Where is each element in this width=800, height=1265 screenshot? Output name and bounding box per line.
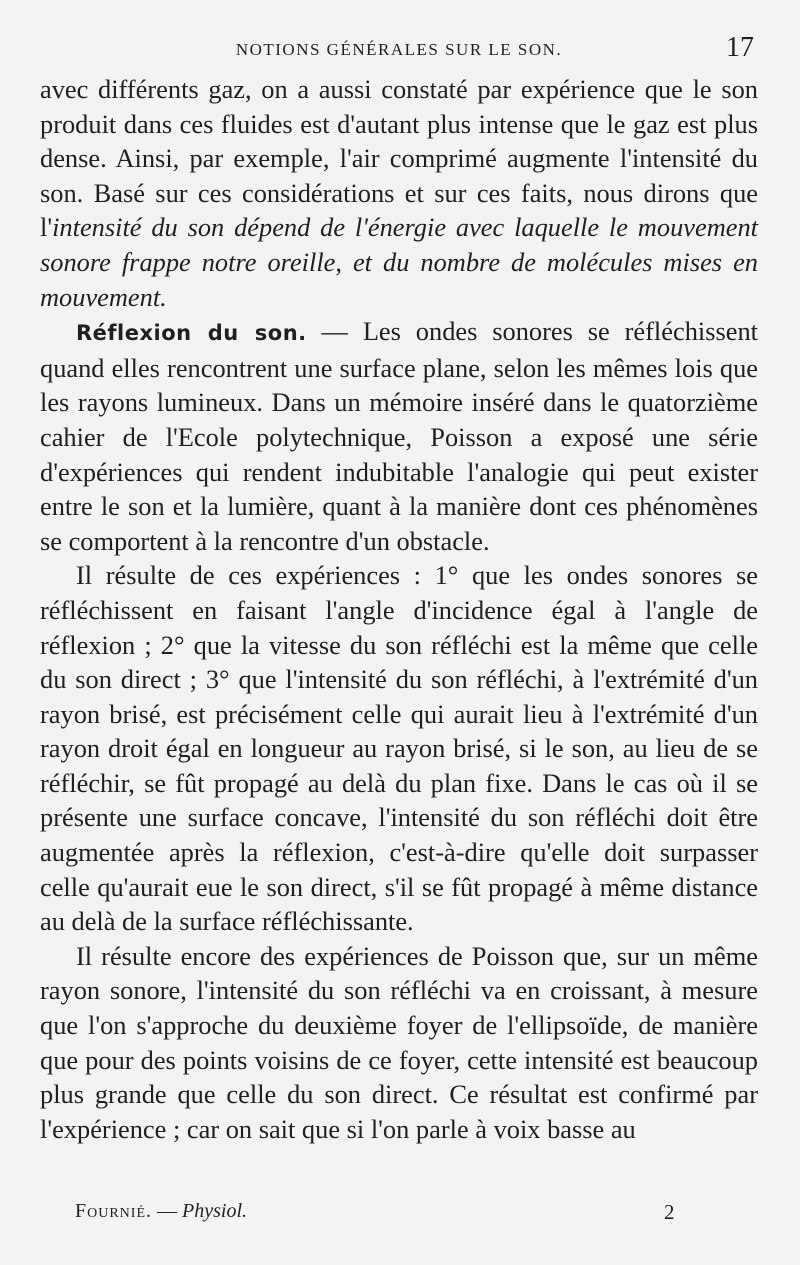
paragraph-2-text: — Les ondes sonores se réfléchissent quand elles rencontrent une surface plane, selon les mêmes lois que les rayons lumineux. Dans un mémoire inséré dans le quatorzième cahier de l'Ecole polytechnique, Poisson a exposé une série d'expériences qui rendent indubitable l'analogie qui peut exister entre le son et la lumière, quant à la manière dont ces phénomènes se comportent à la rencontre d'un obstacle. [40,316,758,556]
footer-signature [75,1200,247,1223]
running-title: NOTIONS GÉNÉRALES SUR LE SON. [235,40,563,59]
signature-mark: 2 [664,1200,675,1224]
paragraph-4: Il résulte encore des expériences de Poisson que, sur un même rayon sonore, l'intensité du son réfléchi va en croissant, à mesure que l'on s'approche du deuxième foyer de l'ellipsoïde, de manière que pour des points voisins de ce foyer, cette intensité est beaucoup plus grande que celle du son direct. Ce résultat est confirmé par l'expérience ; car on sait que si l'on parle à voix basse au [40,940,758,1144]
running-head [40,28,758,72]
footer-author: Fournié. [75,1200,153,1222]
paragraph-1-text: avec différents gaz, on a aussi constaté par expérience que le son produit dans ces fluides est d'autant plus intense que le gaz est plus dense. Ainsi, par exemple, l'air comprimé augmente l'intensité du son. Basé sur ces considérations et sur ces faits, nous dirons que l' [40,74,758,243]
footer-short-title: Physiol. [182,1200,248,1222]
body-text [40,72,758,1146]
page-number: 17 [726,32,754,63]
section-heading-reflexion: Réflexion du son. [76,321,307,346]
paragraph-1 [40,72,758,314]
paragraph-1-italic: intensité du son dépend de l'énergie avec laquelle le mouvement sonore frappe notre oreille [40,212,758,277]
paragraph-3: Il résulte de ces expériences : 1° que les ondes sonores se réfléchissent en faisant l'angle d'incidence égal à l'angle de réflexion ; 2° que la vitesse du son réfléchi est la même que celle du son direct ; 3° que l'intensité du son réfléchi, à l'extrémité d'un rayon brisé, est précisément celle qui aurait lieu à l'extrémité d'un rayon droit égal en longueur au rayon brisé, si le son, au lieu de se réfléchir, se fût propagé au delà du plan fixe. Dans le cas où il se présente une surface concave, l'intensité du son réfléchi doit être augmentée après la réflexion, c'est-à-dire qu'elle doit surpasser celle qu'aurait eue le son direct, s'il se fût propagé à même distance au delà de la surface réfléchissante. [40,560,758,937]
paragraph-1-comma: , [335,246,353,277]
paragraph-2 [40,314,758,558]
footer-separator: — [152,1200,183,1222]
paragraph-1-italic-end: et du nombre de molécules mises en mouvement. [40,246,758,312]
